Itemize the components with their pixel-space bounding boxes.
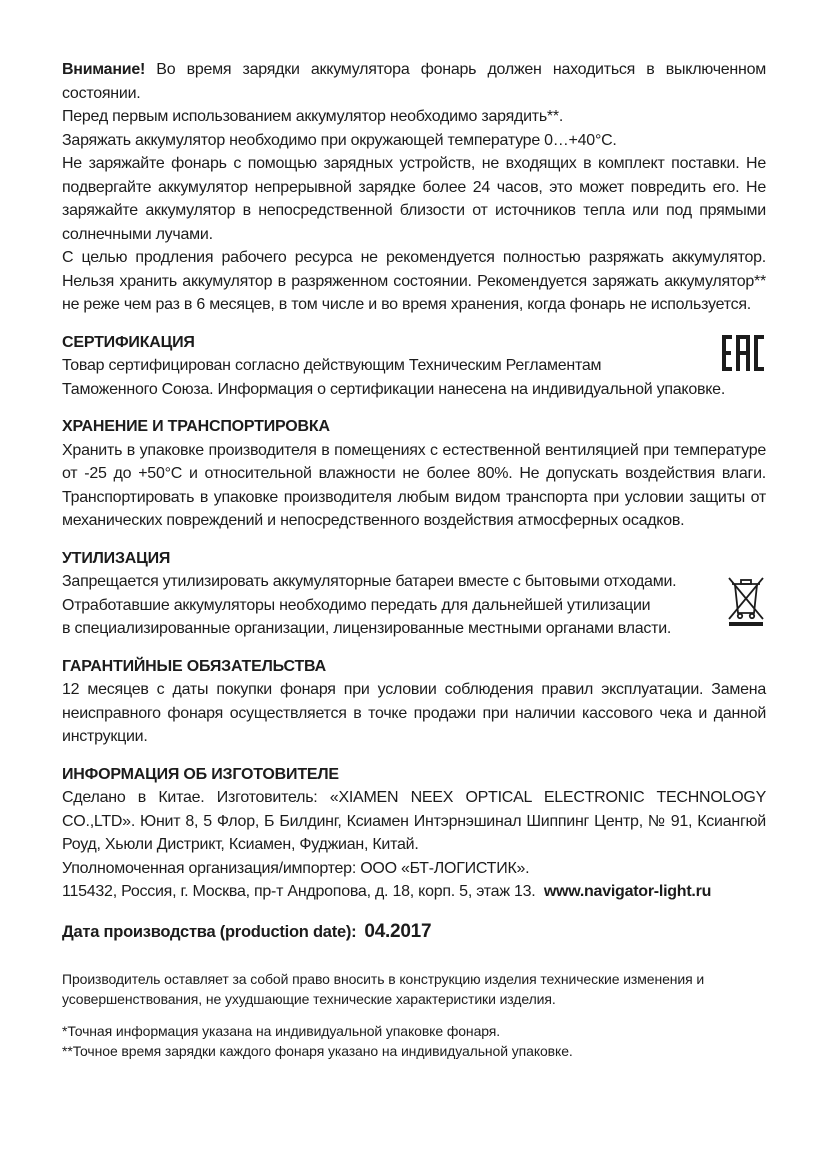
disposal-title: УТИЛИЗАЦИЯ [62,549,171,567]
disclaimer-text: Производитель оставляет за собой право вносить в конструкцию изделия технические изменения и усовершенствования, не ухудшающие технические характеристики изделия. [62,971,705,1007]
production-date-value: 04.2017 [364,920,432,942]
production-date-line [62,920,766,945]
charging-resource: С целью продления рабочего ресурса не рекомендуется полностью разряжать аккумулятор. Нельзя хранить аккумулятор в разряженном состоянии. Рекомендуется заряжать аккумулятор** не реже чем раз в 6 месяцев, в том числе и во время хранения, когда фонарь не используется. [62,249,766,313]
instruction-page [62,58,766,1061]
manufacturer-text: Сделано в Китае. Изготовитель: «XIAMEN NEEX OPTICAL ELECTRONIC TECHNOLOGY CO.,LTD». Юнит 8, 5 Флор, Б Билдинг, Ксиамен Интэрнэшинал Шиппинг Центр, № 91, Ксиангюй Роуд, Хьюли Дистрикт, Ксиамен, Фуджиан, Китай. [62,789,766,853]
warranty-text: 12 месяцев с даты покупки фонаря при условии соблюдения правил эксплуатации. Замена неисправного фонаря осуществляется в точке продажи при наличии кассового чека и данной инструкции. [62,681,766,745]
crossed-bin-icon [726,575,766,627]
warning-text: Во время зарядки аккумулятора фонарь должен находиться в выключенном состоянии. [62,61,766,102]
charging-first-use: Перед первым использованием аккумулятор необходимо зарядить**. [62,108,564,125]
disposal-line-1: Запрещается утилизировать аккумуляторные батареи вместе с бытовыми отходами. [62,573,677,590]
disposal-line-3: в специализированные организации, лицензированные местными органами власти. [62,620,672,637]
warranty-title: ГАРАНТИЙНЫЕ ОБЯЗАТЕЛЬСТВА [62,657,326,675]
eac-mark-icon [722,335,764,371]
warranty-section [62,655,766,749]
footnote-2: **Точное время зарядки каждого фонаря указано на индивидуальной упаковке. [62,1043,573,1059]
certification-line-2: Таможенного Союза. Информация о сертификации нанесена на индивидуальной упаковке. [62,380,726,398]
charging-warning [62,58,766,105]
storage-title: ХРАНЕНИЕ И ТРАНСПОРТИРОВКА [62,418,330,435]
storage-text: Хранить в упаковке производителя в помещениях с естественной вентиляцией при температуре от -25 до +50°С и относительной влажности не более 80%. Не допускать воздействия влаги. Транспортировать в упаковке производителя любым видом транспорта при условии защиты от механических повреждений и непосредственного воздействия атмосферных осадков. [62,441,766,529]
manufacturer-address-line [62,880,766,904]
storage-section [62,415,766,533]
certification-title: СЕРТИФИКАЦИЯ [62,333,195,351]
charging-temperature: Заряжать аккумулятор необходимо при окружающей температуре 0…+40°С. [62,131,617,149]
manufacturer-importer: Уполномоченная организация/импортер: ООО «БТ-ЛОГИСТИК». [62,859,530,877]
warning-label: Внимание! [62,61,146,78]
footnotes [62,1021,766,1061]
disposal-line-2: Отработавшие аккумуляторы необходимо передать для дальнейшей утилизации [62,596,651,614]
disposal-section [62,547,766,641]
manufacturer-address: 115432, Россия, г. Москва, пр-т Андропова, д. 18, корп. 5, этаж 13. [62,883,536,900]
manufacturer-section [62,763,766,904]
manufacturer-website-link[interactable]: www.navigator-light.ru [543,883,712,900]
production-date-label: Дата производства (production date): [62,922,357,941]
certification-section [62,331,766,402]
charging-section [62,58,766,317]
footnote-1: *Точная информация указана на индивидуальной упаковке фонаря. [62,1023,501,1039]
charging-precautions: Не заряжайте фонарь с помощью зарядных устройств, не входящих в комплект поставки. Не подвергайте аккумулятор непрерывной зарядке более 24 часов, это может повредить его. Не заряжайте аккумулятор в непосредственной близости от источников тепла или под прямыми солнечными лучами. [62,155,766,243]
manufacturer-title: ИНФОРМАЦИЯ ОБ ИЗГОТОВИТЕЛЕ [62,765,339,783]
certification-line-1: Товар сертифицирован согласно действующим Техническим Регламентам [62,357,602,374]
